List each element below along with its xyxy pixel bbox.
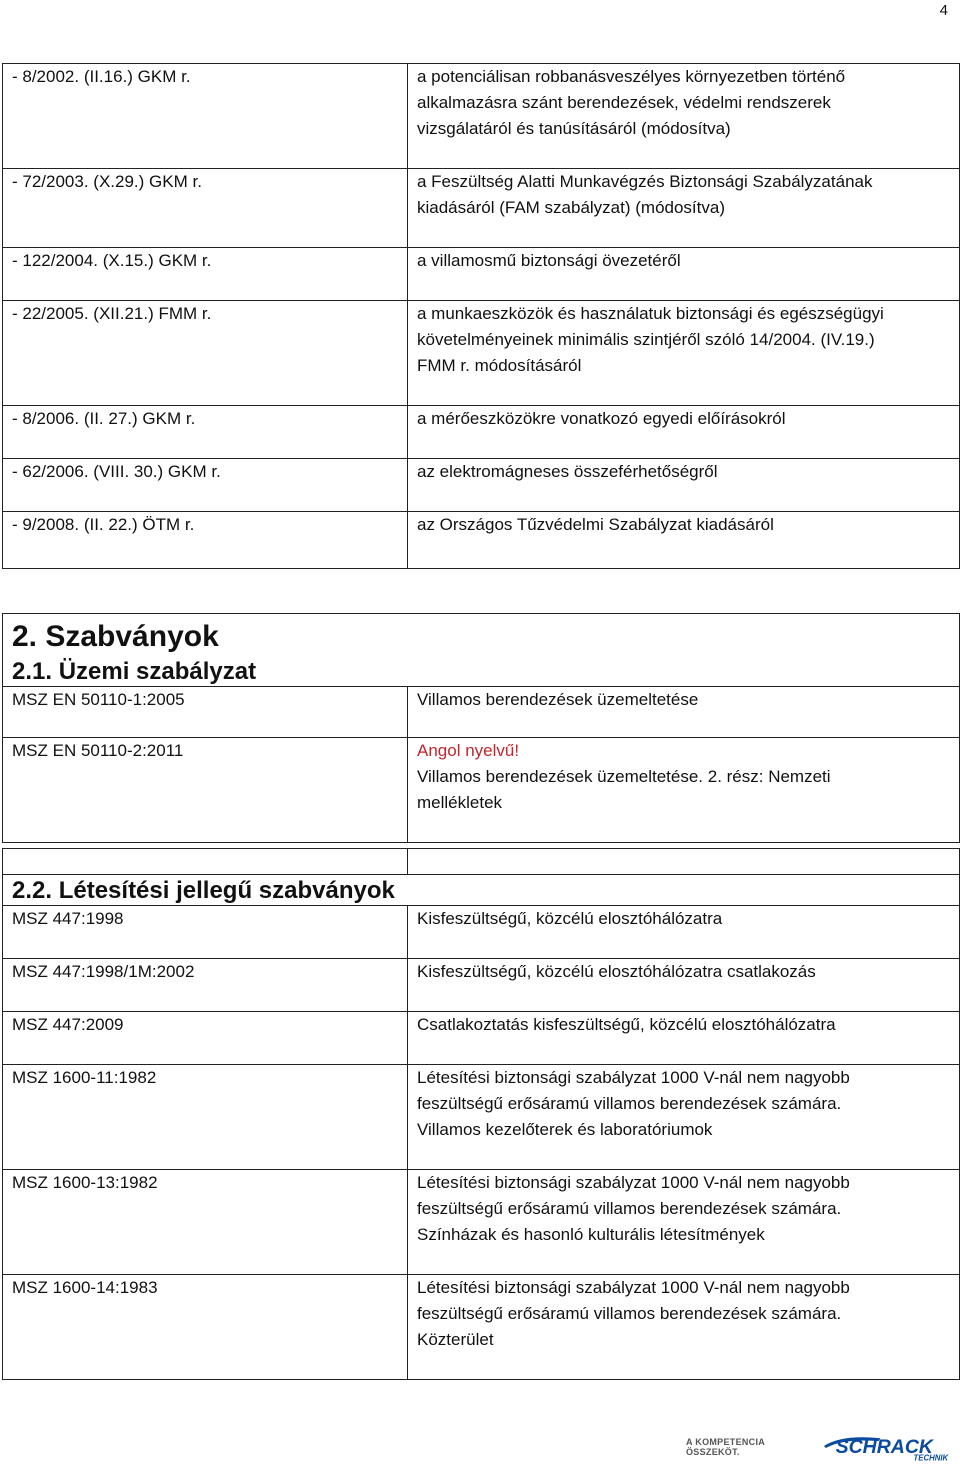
table-row bbox=[3, 169, 960, 248]
ref-cell bbox=[3, 1170, 408, 1275]
description-line: követelményeinek minimális szintjéről szóló 14/2004. (IV.19.) bbox=[417, 330, 875, 349]
desc-cell bbox=[408, 906, 960, 959]
table-row bbox=[3, 64, 960, 169]
description-line: vizsgálatáról és tanúsításáról (módosítva) bbox=[417, 119, 731, 138]
spacer-row bbox=[3, 849, 960, 875]
section-heading: 2. Szabványok bbox=[12, 620, 219, 653]
ref-cell bbox=[3, 248, 408, 301]
description-line: az elektromágneses összeférhetőségről bbox=[417, 462, 718, 481]
desc-cell bbox=[408, 301, 960, 406]
desc-cell bbox=[408, 406, 960, 459]
description-line: Közterület bbox=[417, 1330, 494, 1349]
reference: - 9/2008. (II. 22.) ÖTM r. bbox=[12, 515, 195, 534]
ref-cell bbox=[3, 1012, 408, 1065]
section-heading-cell bbox=[3, 614, 960, 687]
table-row bbox=[3, 1275, 960, 1380]
reference: - 22/2005. (XII.21.) FMM r. bbox=[12, 304, 212, 323]
page-number: 4 bbox=[939, 2, 948, 19]
description-line: Létesítési biztonsági szabályzat 1000 V-nál nem nagyobb bbox=[417, 1278, 850, 1297]
description-line: Csatlakoztatás kisfeszültségű, közcélú elosztóhálózatra bbox=[417, 1015, 836, 1034]
description-line: Kisfeszültségű, közcélú elosztóhálózatra bbox=[417, 909, 723, 928]
ref-cell bbox=[3, 906, 408, 959]
reference: MSZ 1600-14:1983 bbox=[12, 1278, 158, 1297]
reference: MSZ 447:1998/1M:2002 bbox=[12, 962, 195, 981]
table-row bbox=[3, 1012, 960, 1065]
description-line: feszültségű erősáramú villamos berendezések számára. bbox=[417, 1304, 842, 1323]
ref-cell bbox=[3, 459, 408, 512]
ref-cell bbox=[3, 512, 408, 569]
reference: - 8/2006. (II. 27.) GKM r. bbox=[12, 409, 196, 428]
ref-cell bbox=[3, 1065, 408, 1170]
description-line: Villamos berendezések üzemeltetése. 2. rész: Nemzeti bbox=[417, 767, 831, 786]
language-note: Angol nyelvű! bbox=[417, 741, 520, 760]
desc-cell bbox=[408, 1065, 960, 1170]
desc-cell bbox=[408, 959, 960, 1012]
desc-cell bbox=[408, 1275, 960, 1380]
description-line: a Feszültség Alatti Munkavégzés Biztonsági Szabályzatának bbox=[417, 172, 873, 191]
table-row bbox=[3, 459, 960, 512]
description-line: Kisfeszültségű, közcélú elosztóhálózatra csatlakozás bbox=[417, 962, 816, 981]
ref-cell bbox=[3, 687, 408, 738]
ref-cell bbox=[3, 738, 408, 843]
table-row bbox=[3, 687, 960, 738]
desc-cell bbox=[408, 738, 960, 843]
table-row bbox=[3, 301, 960, 406]
desc-cell bbox=[408, 459, 960, 512]
description-line: a villamosmű biztonsági övezetéről bbox=[417, 251, 681, 270]
ref-cell bbox=[3, 169, 408, 248]
description-line: Színházak és hasonló kulturális létesítmények bbox=[417, 1225, 765, 1244]
subsection-heading-operation: 2.1. Üzemi szabályzat bbox=[12, 658, 257, 685]
logo-subtext: TECHNIK bbox=[913, 1453, 948, 1462]
reference: - 62/2006. (VIII. 30.) GKM r. bbox=[12, 462, 221, 481]
desc-cell bbox=[408, 64, 960, 169]
ref-cell bbox=[3, 64, 408, 169]
ref-cell bbox=[3, 959, 408, 1012]
description-line: a potenciálisan robbanásveszélyes környezetben történő bbox=[417, 67, 846, 86]
regulations-table bbox=[2, 63, 960, 569]
description-line: az Országos Tűzvédelmi Szabályzat kiadásáról bbox=[417, 515, 774, 534]
ref-cell bbox=[3, 1275, 408, 1380]
table-row bbox=[3, 1065, 960, 1170]
desc-cell bbox=[408, 687, 960, 738]
schrack-logo bbox=[822, 1432, 960, 1462]
reference: MSZ EN 50110-2:2011 bbox=[12, 741, 184, 760]
standards-operation-table bbox=[2, 613, 960, 843]
reference: MSZ 1600-13:1982 bbox=[12, 1173, 158, 1192]
subsection-heading-installation: 2.2. Létesítési jellegű szabványok bbox=[12, 877, 395, 904]
subsection-heading-cell bbox=[3, 875, 960, 906]
reference: MSZ EN 50110-1:2005 bbox=[12, 690, 185, 709]
table-row bbox=[3, 959, 960, 1012]
table-row bbox=[3, 1170, 960, 1275]
description-line: alkalmazásra szánt berendezések, védelmi rendszerek bbox=[417, 93, 831, 112]
desc-cell bbox=[408, 1012, 960, 1065]
desc-cell bbox=[408, 1170, 960, 1275]
description-line: mellékletek bbox=[417, 793, 503, 812]
desc-cell bbox=[408, 248, 960, 301]
description-line: Villamos kezelőterek és laboratóriumok bbox=[417, 1120, 713, 1139]
description-line: FMM r. módosításáról bbox=[417, 356, 582, 375]
footer-tagline: A KOMPETENCIA ÖSSZEKÖT. bbox=[686, 1437, 765, 1457]
description-line: Létesítési biztonsági szabályzat 1000 V-nál nem nagyobb bbox=[417, 1068, 850, 1087]
reference: - 72/2003. (X.29.) GKM r. bbox=[12, 172, 202, 191]
description-line: Villamos berendezések üzemeltetése bbox=[417, 690, 699, 709]
reference: - 8/2002. (II.16.) GKM r. bbox=[12, 67, 191, 86]
table-row bbox=[3, 906, 960, 959]
description-line: feszültségű erősáramú villamos berendezések számára. bbox=[417, 1199, 842, 1218]
reference: MSZ 1600-11:1982 bbox=[12, 1068, 157, 1087]
description-line: a mérőeszközökre vonatkozó egyedi előírásokról bbox=[417, 409, 786, 428]
ref-cell bbox=[3, 301, 408, 406]
standards-installation-table bbox=[2, 848, 960, 1380]
reference: MSZ 447:2009 bbox=[12, 1015, 124, 1034]
ref-cell bbox=[3, 406, 408, 459]
desc-cell bbox=[408, 169, 960, 248]
reference: MSZ 447:1998 bbox=[12, 909, 124, 928]
description-line: feszültségű erősáramú villamos berendezések számára. bbox=[417, 1094, 842, 1113]
desc-cell bbox=[408, 512, 960, 569]
description-line: Létesítési biztonsági szabályzat 1000 V-nál nem nagyobb bbox=[417, 1173, 850, 1192]
footer-branding bbox=[686, 1432, 960, 1462]
reference: - 122/2004. (X.15.) GKM r. bbox=[12, 251, 212, 270]
table-row bbox=[3, 738, 960, 843]
description-line: kiadásáról (FAM szabályzat) (módosítva) bbox=[417, 198, 725, 217]
table-row bbox=[3, 248, 960, 301]
table-row bbox=[3, 406, 960, 459]
table-row bbox=[3, 512, 960, 569]
logo-text: SCHRACK bbox=[835, 1435, 933, 1458]
description-line: a munkaeszközök és használatuk biztonsági és egészségügyi bbox=[417, 304, 884, 323]
